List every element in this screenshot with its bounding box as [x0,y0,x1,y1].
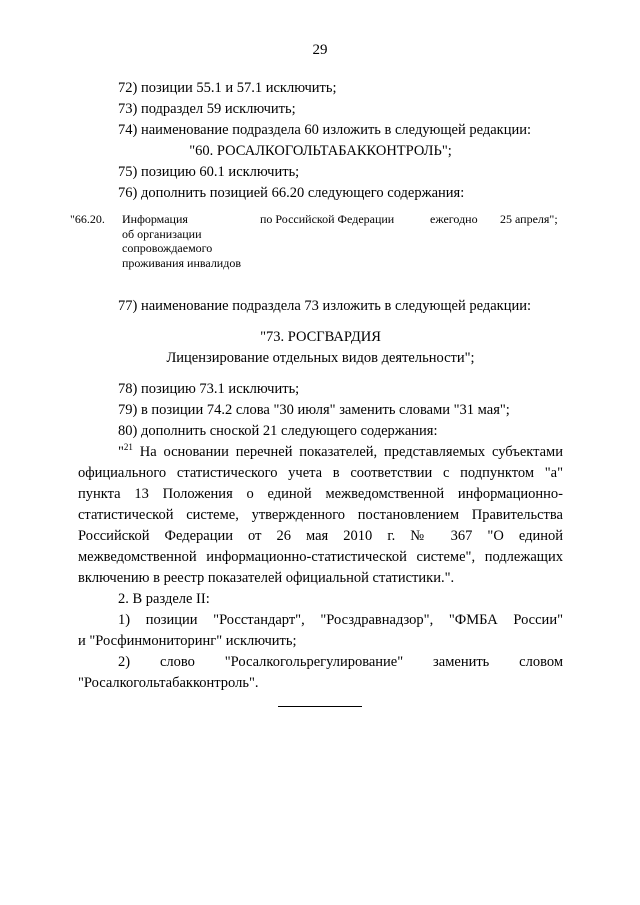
subsection-60-heading: "60. РОСАЛКОГОЛЬТАБАККОНТРОЛЬ"; [189,143,452,159]
footnote-quote: " [118,444,124,460]
page-number: 29 [312,42,328,58]
footnote-text: На основании перечней показателей, представляемых субъектами [132,444,563,460]
item-80: 80) дополнить сноской 21 следующего содержания: [118,423,438,439]
footnote-line: межведомственной информационно-статистической системе", подлежащих [78,549,563,565]
section-2-item-1-line: 1) позиции "Росстандарт", "Росздравнадзор", "ФМБА России" [118,612,563,628]
position-table [70,212,563,284]
item-77: 77) наименование подраздела 73 изложить в следующей редакции: [118,298,532,314]
section-2-item-1-line: и "Росфинмониторинг" исключить; [78,633,297,649]
item-72: 72) позиции 55.1 и 57.1 исключить; [118,80,337,96]
section-2-item-2-line: 2) слово "Росалкогольрегулирование" заменить словом [118,654,563,670]
position-number: "66.20. [70,212,105,226]
position-deadline: 25 апреля"; [500,212,558,226]
section-2-title: 2. В разделе II: [118,591,210,607]
footnote-line: статистической системе, утвержденного постановлением Правительства [78,507,563,523]
item-76: 76) дополнить позицией 66.20 следующего содержания: [118,185,465,201]
footnote-line: Российской Федерации от 26 мая 2010 г. № 367 "О единой [78,528,563,544]
separator-line [278,706,362,707]
footnote-line [78,442,563,463]
description-line: об организации [122,226,202,241]
section-2-item-2-line: "Росалкогольтабакконтроль". [78,675,259,691]
subsection-73-subheading: Лицензирование отдельных видов деятельности"; [166,350,475,366]
footnote-line: официального статистического учета в соответствии с подпунктом "а" [78,465,563,481]
position-period: ежегодно [430,212,478,226]
item-78: 78) позицию 73.1 исключить; [118,381,300,397]
description-line: проживания инвалидов [122,255,241,270]
position-description [122,212,262,270]
footnote-21 [78,442,563,589]
item-75: 75) позицию 60.1 исключить; [118,164,300,180]
item-73: 73) подраздел 59 исключить; [118,101,296,117]
subsection-73-heading: "73. РОСГВАРДИЯ [260,329,381,345]
position-scope: по Российской Федерации [260,212,395,226]
document-body [70,78,563,694]
footnote-line: включению в реестр показателей официальной статистики.". [78,570,455,586]
footnote-line: пункта 13 Положения о единой межведомственной информационно- [78,486,563,502]
item-79: 79) в позиции 74.2 слова "30 июля" заменить словами "31 мая"; [118,402,510,418]
footnote-marker: 21 [123,442,133,453]
description-line: Информация [122,212,188,226]
item-74: 74) наименование подраздела 60 изложить в следующей редакции: [118,122,532,138]
description-line: сопровождаемого [122,241,213,255]
